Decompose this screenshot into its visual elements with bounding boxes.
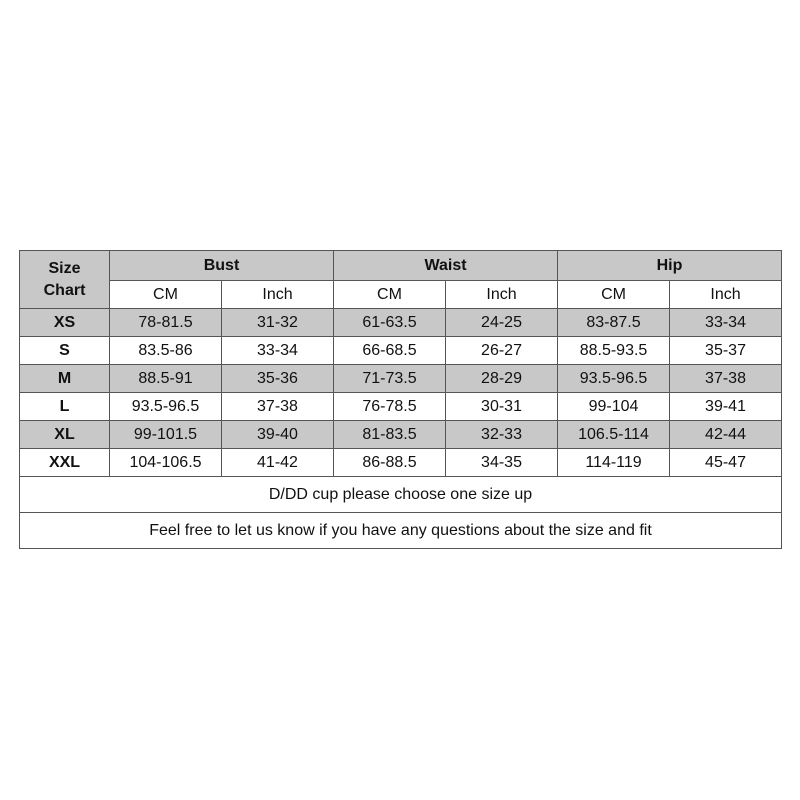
cell-waist-inch: 26-27: [446, 337, 558, 365]
cell-hip-cm: 114-119: [558, 449, 670, 477]
cell-hip-cm: 99-104: [558, 393, 670, 421]
cell-hip-inch: 33-34: [670, 309, 782, 337]
cell-hip-inch: 45-47: [670, 449, 782, 477]
note-row: [20, 477, 782, 513]
note-cup-size: D/DD cup please choose one size up: [20, 477, 782, 513]
size-label-cell: XL: [20, 421, 110, 449]
cell-hip-cm: 93.5-96.5: [558, 365, 670, 393]
cell-waist-cm: 86-88.5: [334, 449, 446, 477]
cell-hip-inch: 35-37: [670, 337, 782, 365]
size-label-cell: XXL: [20, 449, 110, 477]
cell-bust-cm: 104-106.5: [110, 449, 222, 477]
cell-bust-inch: 37-38: [222, 393, 334, 421]
group-header-hip: Hip: [558, 251, 782, 281]
table-row: [20, 337, 782, 365]
cell-bust-inch: 41-42: [222, 449, 334, 477]
table-row: [20, 393, 782, 421]
cell-hip-cm: 83-87.5: [558, 309, 670, 337]
cell-hip-inch: 37-38: [670, 365, 782, 393]
cell-hip-inch: 39-41: [670, 393, 782, 421]
size-chart-table: [19, 250, 782, 549]
unit-header-bust-inch: Inch: [222, 281, 334, 309]
table-row: [20, 365, 782, 393]
table-row: [20, 309, 782, 337]
group-header-bust: Bust: [110, 251, 334, 281]
unit-header-bust-cm: CM: [110, 281, 222, 309]
header-row-groups: [20, 251, 782, 281]
corner-label-line1: Size: [48, 259, 81, 277]
cell-bust-cm: 83.5-86: [110, 337, 222, 365]
header-row-units: [20, 281, 782, 309]
size-label-cell: S: [20, 337, 110, 365]
table-row: [20, 449, 782, 477]
size-label-cell: L: [20, 393, 110, 421]
cell-waist-cm: 66-68.5: [334, 337, 446, 365]
cell-bust-inch: 39-40: [222, 421, 334, 449]
cell-bust-cm: 88.5-91: [110, 365, 222, 393]
cell-waist-cm: 71-73.5: [334, 365, 446, 393]
group-header-waist: Waist: [334, 251, 558, 281]
corner-label-line2: Chart: [43, 281, 86, 299]
cell-waist-inch: 30-31: [446, 393, 558, 421]
cell-bust-cm: 93.5-96.5: [110, 393, 222, 421]
table-row: [20, 421, 782, 449]
cell-waist-cm: 81-83.5: [334, 421, 446, 449]
size-label-cell: M: [20, 365, 110, 393]
unit-header-hip-inch: Inch: [670, 281, 782, 309]
cell-hip-cm: 106.5-114: [558, 421, 670, 449]
cell-bust-inch: 31-32: [222, 309, 334, 337]
note-row: [20, 513, 782, 549]
cell-waist-inch: 32-33: [446, 421, 558, 449]
cell-hip-cm: 88.5-93.5: [558, 337, 670, 365]
size-chart-corner-cell: [20, 251, 110, 309]
size-label-cell: XS: [20, 309, 110, 337]
unit-header-hip-cm: CM: [558, 281, 670, 309]
cell-waist-inch: 28-29: [446, 365, 558, 393]
unit-header-waist-cm: CM: [334, 281, 446, 309]
note-contact: Feel free to let us know if you have any questions about the size and fit: [20, 513, 782, 549]
cell-waist-inch: 34-35: [446, 449, 558, 477]
cell-hip-inch: 42-44: [670, 421, 782, 449]
cell-waist-cm: 61-63.5: [334, 309, 446, 337]
cell-bust-cm: 99-101.5: [110, 421, 222, 449]
cell-waist-inch: 24-25: [446, 309, 558, 337]
cell-bust-inch: 35-36: [222, 365, 334, 393]
unit-header-waist-inch: Inch: [446, 281, 558, 309]
cell-bust-inch: 33-34: [222, 337, 334, 365]
cell-waist-cm: 76-78.5: [334, 393, 446, 421]
cell-bust-cm: 78-81.5: [110, 309, 222, 337]
